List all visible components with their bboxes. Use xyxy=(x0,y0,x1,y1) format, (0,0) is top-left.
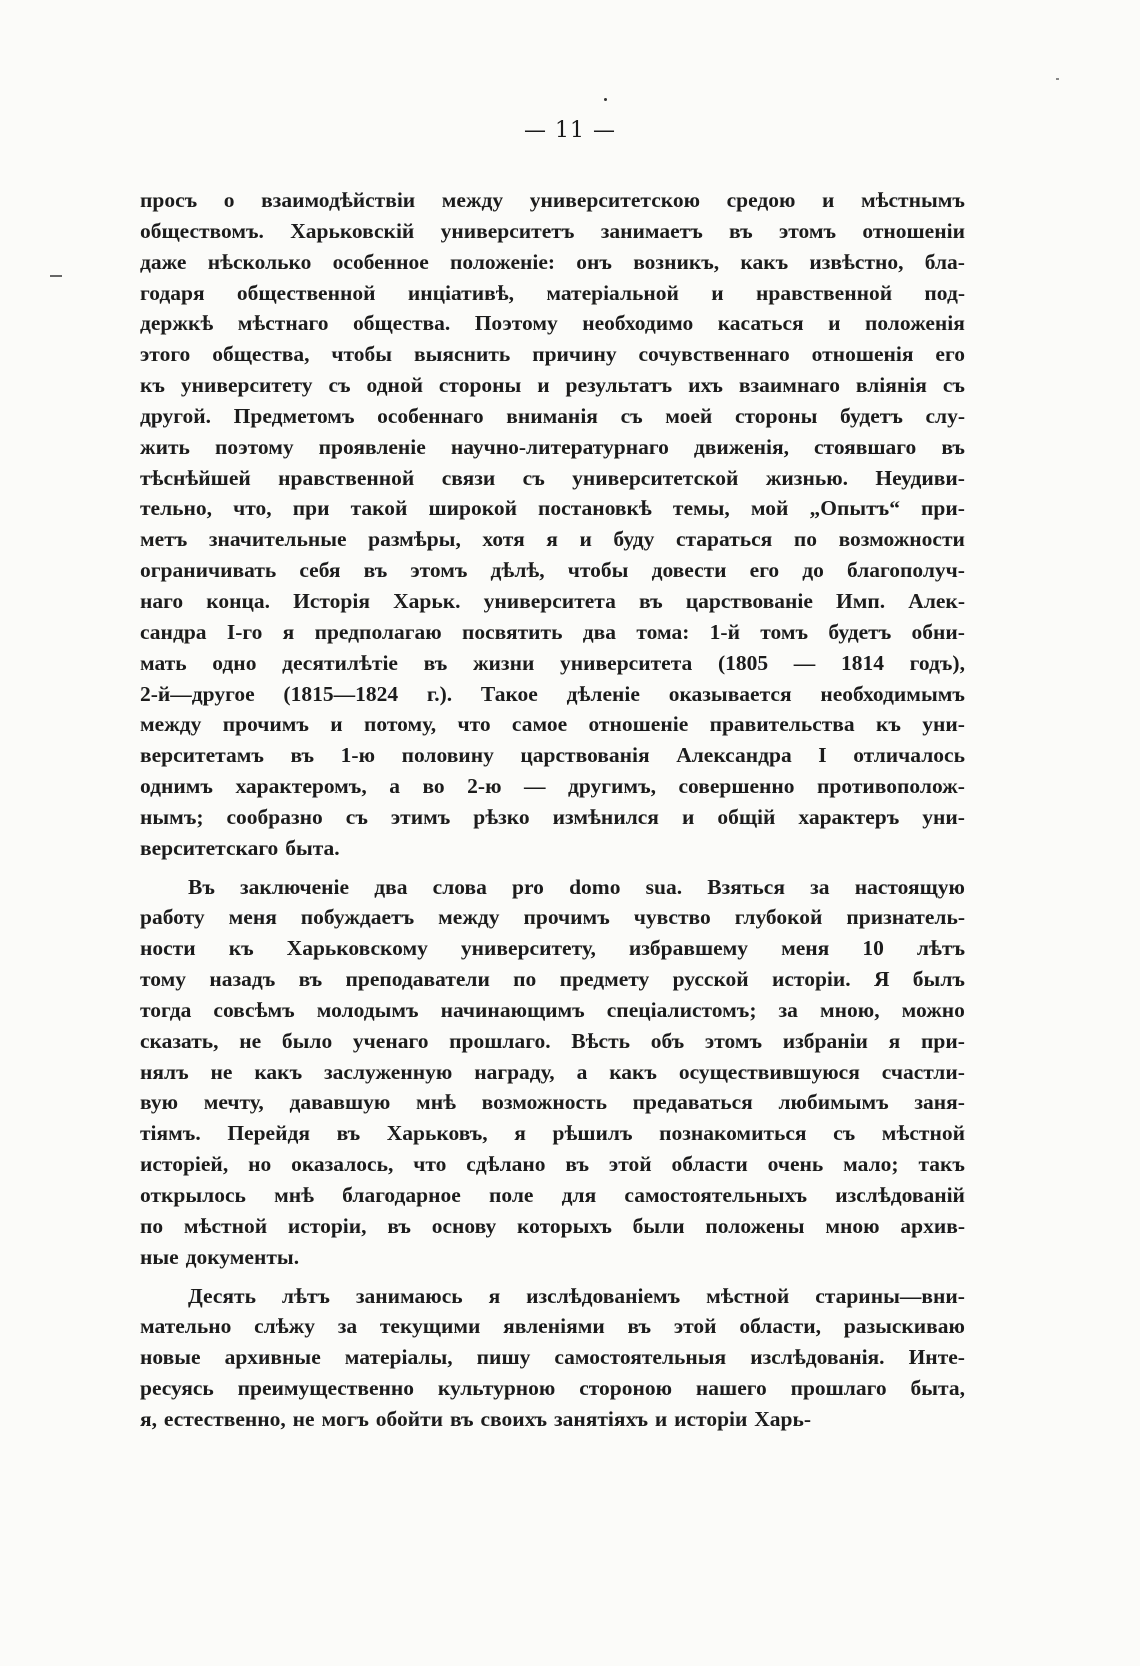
print-speck xyxy=(1056,78,1059,80)
text-line: по мѣстной исторіи, въ основу которыхъ были положены мною архив- xyxy=(140,1213,965,1238)
text-line: тогда совсѣмъ молодымъ начинающимъ спеціалистомъ; за мною, можно xyxy=(140,997,965,1022)
text-line: годаря общественной инціативѣ, матеріальной и нравственной под- xyxy=(140,280,965,305)
paragraph-gap xyxy=(140,864,965,872)
text-line: я, естественно, не могъ обойти въ своихъ занятіяхъ и исторіи Харь- xyxy=(140,1406,812,1431)
text-line: наго конца. Исторія Харьк. университета въ царствованіе Имп. Алек- xyxy=(140,588,965,613)
text-line: Десять лѣтъ занимаюсь я изслѣдованіемъ мѣстной старины—вни- xyxy=(188,1283,965,1308)
paragraph xyxy=(140,872,965,1273)
text-line: верситетскаго быта. xyxy=(140,835,340,860)
text-line: Въ заключеніе два слова pro domo sua. Взяться за настоящую xyxy=(188,874,965,899)
text-line: новые архивные матеріалы, пишу самостоятельныя изслѣдованія. Инте- xyxy=(140,1345,965,1370)
text-line: даже нѣсколько особенное положеніе: онъ возникъ, какъ извѣстно, бла- xyxy=(140,249,965,274)
margin-mark xyxy=(50,275,62,277)
text-line: мательно слѣжу за текущими явленіями въ этой области, разыскиваю xyxy=(140,1314,965,1339)
text-line: нымъ; сообразно съ этимъ рѣзко измѣнился и общій характеръ уни- xyxy=(140,804,965,829)
text-line: вую мечту, дававшую мнѣ возможность предаваться любимымъ заня- xyxy=(140,1090,965,1115)
print-speck xyxy=(604,98,607,101)
text-line: держкѣ мѣстнаго общества. Поэтому необходимо касаться и положенія xyxy=(140,311,965,336)
text-line: ресуясь преимущественно культурною стороною нашего прошлаго быта, xyxy=(140,1376,965,1401)
text-line: 2-й—другое (1815—1824 г.). Такое дѣленіе оказывается необходимымъ xyxy=(140,681,965,706)
text-line: просъ о взаимодѣйствіи между университетскою средою и мѣстнымъ xyxy=(140,188,965,212)
text-line: сказать, не было ученаго прошлаго. Вѣсть объ этомъ избраніи я при- xyxy=(140,1028,965,1053)
text-line: обществомъ. Харьковскій университетъ занимаетъ въ этомъ отношеніи xyxy=(140,218,965,243)
text-line: исторіей, но оказалось, что сдѣлано въ этой области очень мало; такъ xyxy=(140,1152,965,1177)
paragraph xyxy=(140,185,965,864)
text-line: жить поэтому проявленіе научно-литературнаго движенія, стоявшаго въ xyxy=(140,434,965,459)
text-line: ные документы. xyxy=(140,1244,300,1269)
text-line: сандра I-го я предполагаю посвятить два тома: 1-й томъ будетъ обни- xyxy=(140,619,965,644)
paragraph xyxy=(140,1281,965,1435)
page-number: — 11 — xyxy=(524,118,616,143)
text-line: ности къ Харьковскому университету, избравшему меня 10 лѣтъ xyxy=(140,936,965,961)
text-line: этого общества, чтобы выяснить причину сочувственнаго отношенія его xyxy=(140,342,965,367)
text-line: тіямъ. Перейдя въ Харьковъ, я рѣшилъ познакомиться съ мѣстной xyxy=(140,1121,965,1146)
text-line: верситетамъ въ 1-ю половину царствованія Александра I отличалось xyxy=(140,743,965,768)
text-line: тѣснѣйшей нравственной связи съ университетской жизнью. Неудиви- xyxy=(140,465,965,490)
body-text xyxy=(140,185,965,1435)
text-line: метъ значительные размѣры, хотя я и буду стараться по возможности xyxy=(140,527,965,552)
text-line: между прочимъ и потому, что самое отношеніе правительства къ уни- xyxy=(140,712,965,737)
text-line: другой. Предметомъ особеннаго вниманія съ моей стороны будетъ слу- xyxy=(140,403,965,428)
text-line: тому назадъ въ преподаватели по предмету русской исторіи. Я былъ xyxy=(140,967,965,992)
text-line: работу меня побуждаетъ между прочимъ чувство глубокой признатель- xyxy=(140,905,965,930)
text-line: открылось мнѣ благодарное поле для самостоятельныхъ изслѣдованій xyxy=(140,1183,965,1207)
text-line: мать одно десятилѣтіе въ жизни университета (1805 — 1814 годъ), xyxy=(140,650,965,675)
text-line: къ университету съ одной стороны и результатъ ихъ взаимнаго вліянія съ xyxy=(140,373,965,398)
paragraph-gap xyxy=(140,1273,965,1281)
text-line: ограничивать себя въ этомъ дѣлѣ, чтобы довести его до благополуч- xyxy=(140,558,965,583)
text-line: тельно, что, при такой широкой постановкѣ темы, мой „Опытъ“ при- xyxy=(140,496,965,521)
text-line: однимъ характеромъ, а во 2-ю — другимъ, совершенно противополож- xyxy=(140,774,965,799)
text-line: нялъ не какъ заслуженную награду, а какъ осуществившуюся счастли- xyxy=(140,1059,965,1084)
